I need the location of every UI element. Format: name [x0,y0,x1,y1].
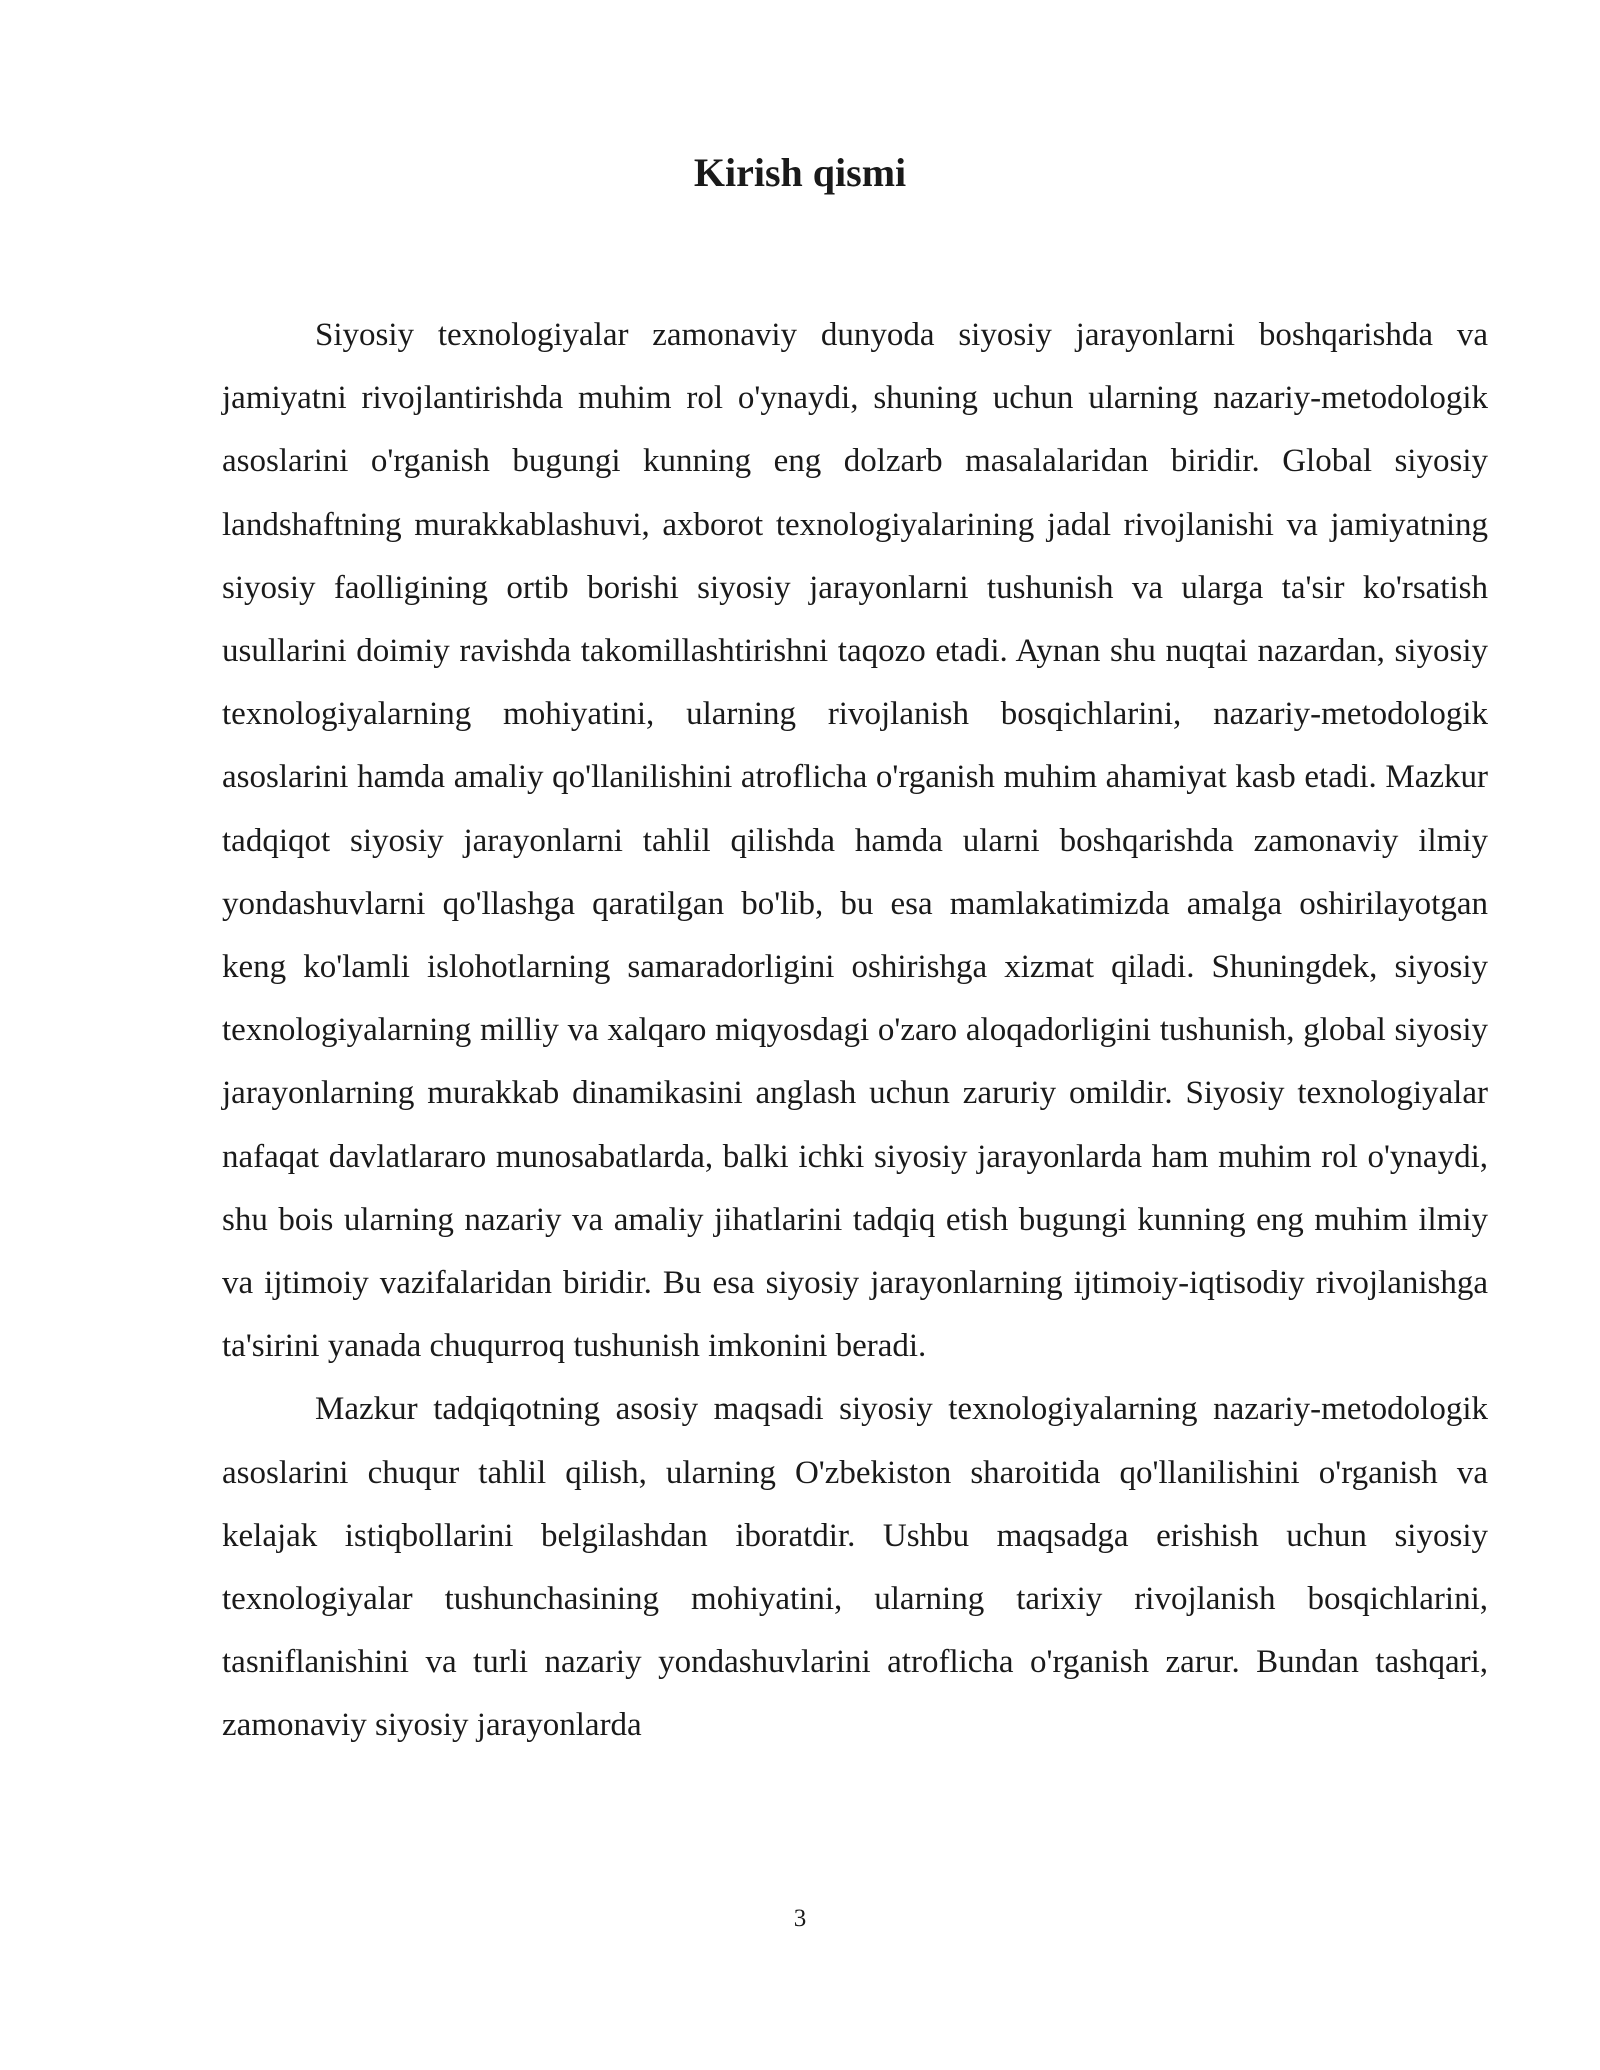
body-text [222,304,1488,1758]
page-title: Kirish qismi [693,150,907,195]
paragraph-1: Siyosiy texnologiyalar zamonaviy dunyoda siyosiy jarayonlarni boshqarishda va jamiyatni rivojlantirishda muhim rol o'ynaydi, shuning uchun ularning nazariy-metodologik asoslarini o'rganish bugungi kunning eng dolzarb masalalaridan biridir. Global siyosiy landshaftning murakkablashuvi, axborot texnologiyalarining jadal rivojlanishi va jamiyatning siyosiy faolligining ortib borishi siyosiy jarayonlarni tushunish va ularga ta'sir ko'rsatish usullarini doimiy ravishda takomillashtirishni taqozo etadi. Aynan shu nuqtai nazardan, siyosiy texnologiyalarning mohiyatini, ularning rivojlanish bosqichlarini, nazariy-metodologik asoslarini hamda amaliy qo'llanilishini atroflicha o'rganish muhim ahamiyat kasb etadi. Mazkur tadqiqot siyosiy jarayonlarni tahlil qilishda hamda ularni boshqarishda zamonaviy ilmiy yondashuvlarni qo'llashga qaratilgan bo'lib, bu esa mamlakatimizda amalga oshirilayotgan keng ko'lamli islohotlarning samaradorligini oshirishga xizmat qiladi. Shuningdek, siyosiy texnologiyalarning milliy va xalqaro miqyosdagi o'zaro aloqadorligini tushunish, global siyosiy jarayonlarning murakkab dinamikasini anglash uchun zaruriy omildir. Siyosiy texnologiyalar nafaqat davlatlararo munosabatlarda, balki ichki siyosiy jarayonlarda ham muhim rol o'ynaydi, shu bois ularning nazariy va amaliy jihatlarini tadqiq etish bugungi kunning eng muhim ilmiy va ijtimoiy vazifalaridan biridir. Bu esa siyosiy jarayonlarning ijtimoiy-iqtisodiy rivojlanishga ta'sirini yanada chuqurroq tushunish imkonini beradi. [222,317,1488,1365]
paragraph-2: Mazkur tadqiqotning asosiy maqsadi siyosiy texnologiyalarning nazariy-metodologik asoslarini chuqur tahlil qilish, ularning O'zbekiston sharoitida qo'llanilishini o'rganish va kelajak istiqbollarini belgilashdan iboratdir. Ushbu maqsadga erishish uchun siyosiy texnologiyalar tushunchasining mohiyatini, ularning tarixiy rivojlanish bosqichlarini, tasniflanishini va turli nazariy yondashuvlarini atroflicha o'rganish zarur. Bundan tashqari, zamonaviy siyosiy jarayonlarda [222,1391,1488,1744]
page-number: 3 [793,1905,807,1932]
